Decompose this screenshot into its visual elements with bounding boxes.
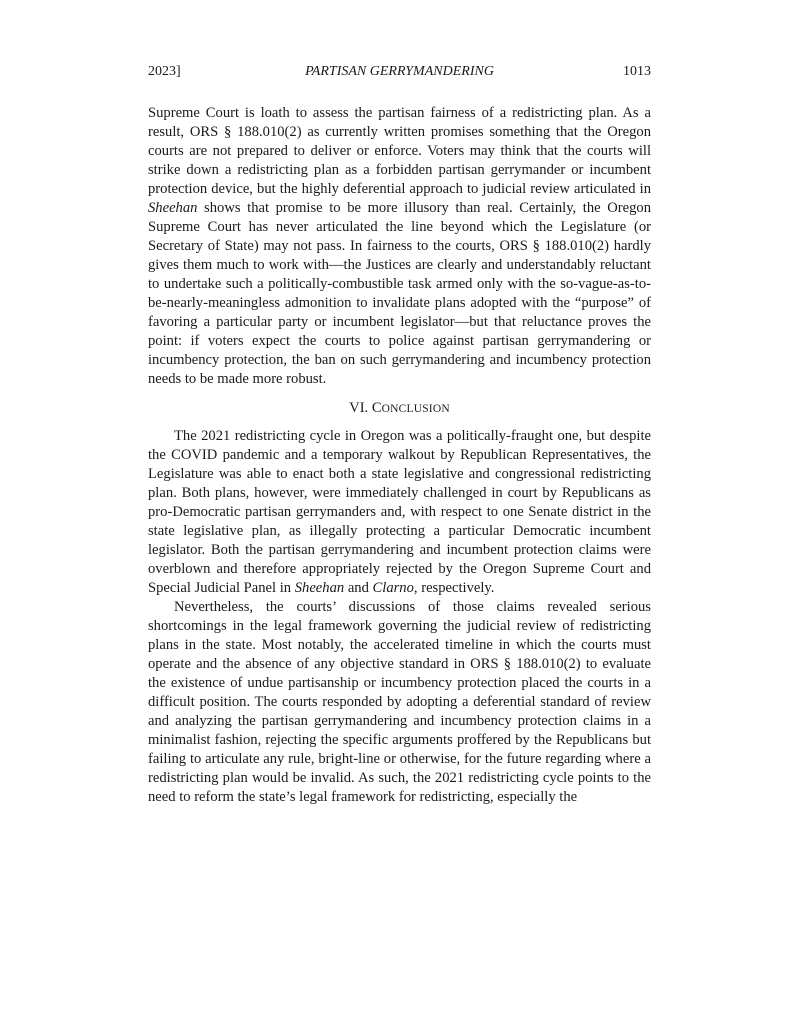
paragraph-text: , respectively.	[413, 580, 495, 596]
paragraph	[148, 427, 651, 598]
case-name: Sheehan	[148, 200, 198, 216]
page	[148, 62, 651, 807]
paragraph	[148, 598, 651, 807]
running-head	[148, 62, 651, 82]
running-head-year: 2023]	[148, 64, 181, 79]
paragraph-text: shows that promise to be more illusory than real. Certainly, the Oregon Supreme Court has never articulated the line beyond which the Legislature (or Secretary of State) may not pass. In fairness to the courts, ORS § 188.010(2) hardly gives them much to work with—the Justices are clearly and understandably reluctant to undertake such a politically-combustible task armed only with the so-vague-as-to-be-nearly-meaningless admonition to invalidate plans adopted with the “purpose” of favoring a particular party or incumbent legislator—but that reluctance proves the point: if voters expect the courts to police against partisan gerrymandering or incumbency protection, the ban on such gerrymandering and incumbency protection needs to be made more robust.	[148, 200, 651, 387]
paragraph-text: Supreme Court is loath to assess the partisan fairness of a redistricting plan. As a result, ORS § 188.010(2) as currently written promises something that the Oregon courts are not prepared to deliver or enforce. Voters may think that the courts will strike down a redistricting plan as a forbidden partisan gerrymander or incumbent protection device, but the highly deferential approach to judicial review articulated in	[148, 105, 651, 197]
paragraph-text: and	[344, 580, 373, 596]
case-name: Clarno	[372, 580, 414, 596]
section-heading	[148, 399, 651, 419]
page-number: 1013	[623, 64, 651, 79]
section-title: ONCLUSION	[381, 403, 450, 415]
paragraph-text: Nevertheless, the courts’ discussions of those claims revealed serious shortcomings in the legal framework governing the judicial review of redistricting plans in the state. Most notably, the accelerated timeline in which the courts must operate and the absence of any objective standard in ORS § 188.010(2) to evaluate the existence of undue partisanship or incumbency protection placed the courts in a difficult position. The courts responded by adopting a deferential standard of review and analyzing the partisan gerrymandering and incumbency protection claims in a minimalist fashion, rejecting the specific arguments proffered by the Republicans but failing to articulate any rule, bright-line or otherwise, for the future regarding where a redistricting plan would be invalid. As such, the 2021 redistricting cycle points to the need to reform the state’s legal framework for redistricting, especially the	[148, 599, 651, 805]
paragraph-text: The 2021 redistricting cycle in Oregon was a politically-fraught one, but despite the COVID pandemic and a temporary walkout by Republican Representatives, the Legislature was able to enact both a state legislative and congressional redistricting plan. Both plans, however, were immediately challenged in court by Republicans as pro-Democratic partisan gerrymanders and, with respect to one Senate district in the state legislative plan, as illegally protecting a particular Democratic incumbent legislator. Both the partisan gerrymandering and incumbent protection claims were overblown and therefore appropriately rejected by the Oregon Supreme Court and Special Judicial Panel in	[148, 428, 651, 596]
case-name: Sheehan	[294, 580, 345, 596]
running-head-title: PARTISAN GERRYMANDERING	[305, 64, 494, 79]
section-number: VI. C	[349, 400, 382, 416]
body-text	[148, 104, 651, 807]
paragraph-continued	[148, 104, 651, 389]
